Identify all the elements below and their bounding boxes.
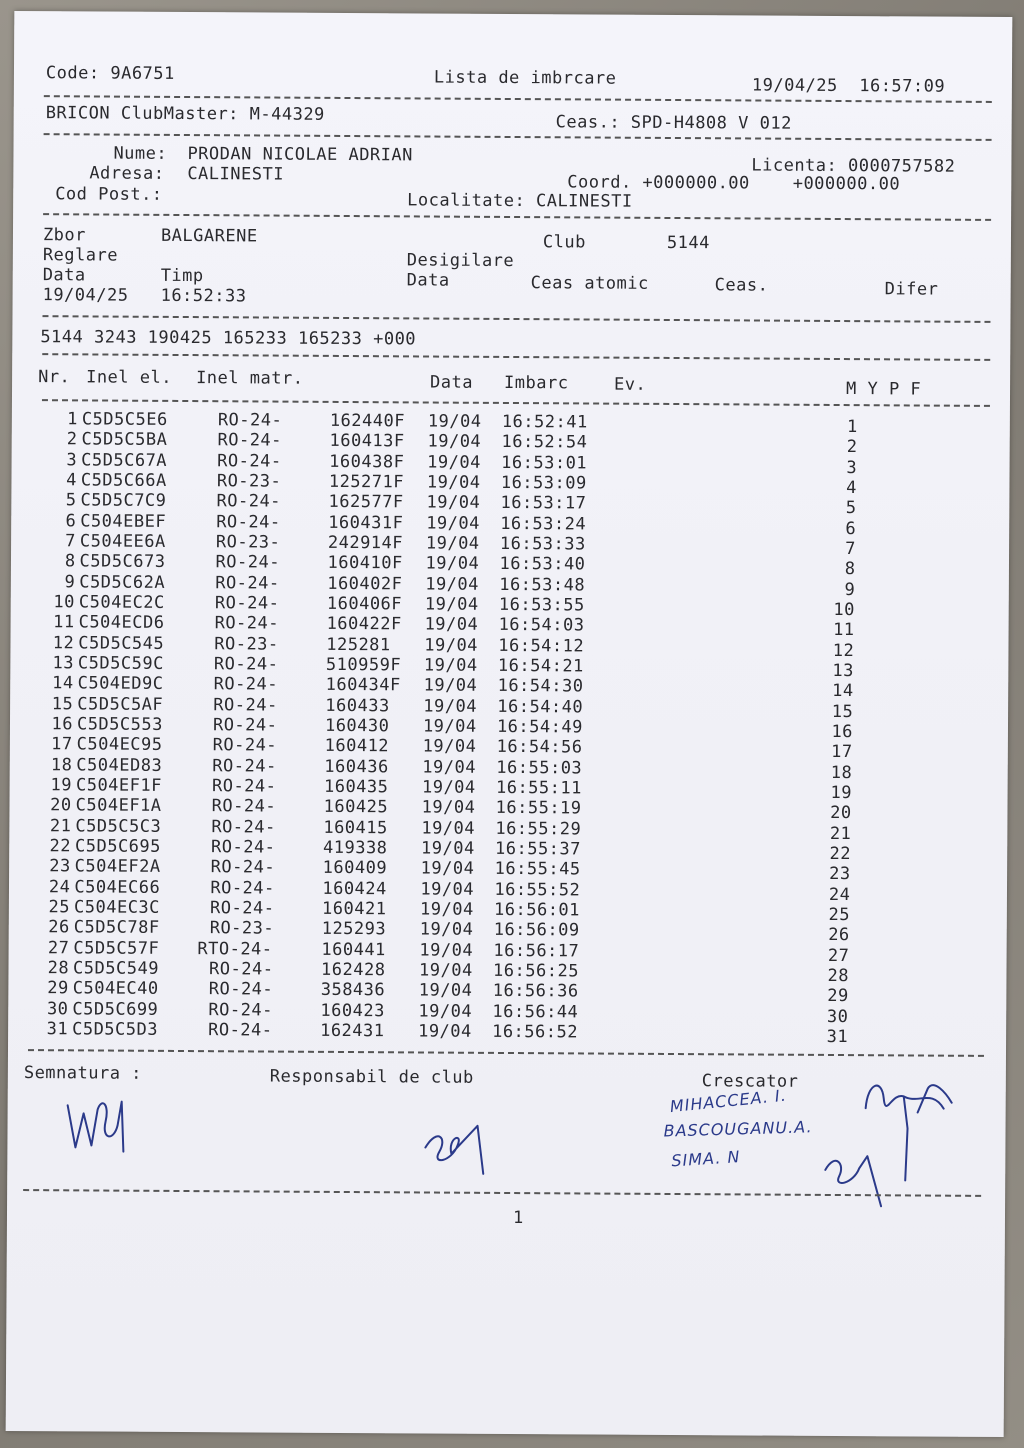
arrival-rank: 1 <box>847 417 858 438</box>
ring-prefix: RO-24- <box>216 491 282 512</box>
arrival-time: 16:53:40 <box>499 554 586 575</box>
ring-number: 160435 <box>323 776 389 798</box>
ring-prefix: RO-24- <box>208 999 273 1021</box>
arrival-time: 16:52:54 <box>501 432 588 453</box>
clock-label: Ceas. <box>714 275 769 296</box>
arrival-rank: 22 <box>829 843 852 865</box>
col-header-nr: Nr. <box>38 367 71 388</box>
address-label: Adresa: <box>89 163 165 184</box>
arrival-time: 16:54:21 <box>497 655 584 677</box>
electronic-ring: C5D5C673 <box>79 551 166 573</box>
ring-number: 160421 <box>321 898 387 920</box>
arrival-date: 19/04 <box>426 513 480 534</box>
electronic-ring: C504EBEF <box>80 511 167 532</box>
zbor-label: Zbor <box>42 225 86 246</box>
printed-sheet <box>6 11 1013 1437</box>
electronic-ring: C504EC95 <box>76 734 163 756</box>
ring-number: 162577F <box>328 492 404 513</box>
ring-prefix: RO-24- <box>213 654 279 675</box>
ring-prefix: RO-24- <box>214 593 280 614</box>
row-number: 20 <box>50 795 72 816</box>
ring-prefix: RTO-24- <box>197 938 273 960</box>
arrival-time: 16:56:17 <box>493 940 580 962</box>
arrival-time: 16:53:17 <box>500 493 587 514</box>
arrival-time: 16:53:24 <box>500 513 587 535</box>
summary-line: 5144 3243 190425 165233 165233 +000 <box>40 327 417 350</box>
electronic-ring: C5D5C5E6 <box>81 409 168 430</box>
arrival-rank: 20 <box>830 803 852 824</box>
arrival-time: 16:53:48 <box>499 574 586 596</box>
arrival-time: 16:55:37 <box>494 838 581 860</box>
ring-number: 160422F <box>326 614 402 635</box>
ring-number: 125293 <box>321 919 387 940</box>
locality: Localitate: CALINESTI <box>407 190 633 212</box>
arrival-rank: 24 <box>828 884 851 905</box>
ring-number: 160413F <box>329 431 405 452</box>
arrival-date: 19/04 <box>418 1001 473 1022</box>
arrival-time: 16:56:52 <box>492 1021 579 1043</box>
ring-prefix: RO-23- <box>209 918 275 939</box>
arrival-rank: 13 <box>832 660 855 682</box>
arrival-date: 19/04 <box>423 696 478 717</box>
arrival-time: 16:55:52 <box>494 879 581 901</box>
electronic-ring: C5D5C59C <box>77 653 164 674</box>
arrival-rank: 18 <box>830 762 853 783</box>
electronic-ring: C504ED83 <box>76 754 163 776</box>
row-number: 11 <box>53 612 75 633</box>
arrival-date: 19/04 <box>427 431 482 453</box>
arrival-rank: 12 <box>832 640 855 661</box>
clock-id: Ceas.: SPD-H4808 V 012 <box>555 112 792 134</box>
arrival-date: 19/04 <box>421 818 476 839</box>
ring-number: 160402F <box>327 573 403 594</box>
ring-number: 160425 <box>323 797 389 818</box>
row-number: 8 <box>64 551 76 572</box>
ring-number: 162440F <box>329 410 406 432</box>
electronic-ring: C504ED9C <box>77 673 164 695</box>
ring-prefix: RO-24- <box>217 450 282 472</box>
ring-prefix: RO-24- <box>215 552 281 573</box>
arrival-rank: 31 <box>826 1026 849 1047</box>
handwritten-name: SIMA. N <box>670 1147 741 1171</box>
arrival-time: 16:56:44 <box>492 1001 579 1022</box>
reglare-data-label: Data <box>42 265 86 286</box>
arrival-time: 16:53:55 <box>498 594 585 616</box>
row-number: 23 <box>49 856 71 877</box>
arrival-rank: 25 <box>828 904 851 925</box>
arrival-time: 16:55:11 <box>495 777 582 799</box>
electronic-ring: C5D5C553 <box>76 714 163 735</box>
handwritten-name: MIHACCEA. I. <box>669 1085 788 1117</box>
electronic-ring: C5D5C78F <box>73 917 160 939</box>
arrival-date: 19/04 <box>423 655 478 676</box>
row-number: 18 <box>50 754 73 775</box>
ring-number: 125281 <box>326 634 391 655</box>
postcode-label: Cod Post.: <box>55 184 163 205</box>
arrival-date: 19/04 <box>421 777 476 798</box>
ring-number: 160441 <box>321 939 386 960</box>
ring-number: 160412 <box>324 736 390 757</box>
arrival-rank: 28 <box>827 965 850 986</box>
ring-prefix: RO-24- <box>208 979 274 1000</box>
arrival-rank: 16 <box>831 721 854 743</box>
electronic-ring: C504EC2C <box>78 592 165 613</box>
row-number: 3 <box>66 449 78 471</box>
ring-number: 160434F <box>325 675 401 696</box>
ring-number: 162431 <box>320 1020 385 1042</box>
row-number: 26 <box>48 917 70 938</box>
arrival-date: 19/04 <box>420 858 475 880</box>
divider <box>42 399 990 407</box>
ring-prefix: RO-24- <box>210 837 276 858</box>
arrival-rank: 8 <box>844 559 856 580</box>
electronic-ring: C504EF1A <box>75 795 162 817</box>
ring-prefix: RO-24- <box>213 694 278 716</box>
arrival-time: 16:55:03 <box>496 757 583 779</box>
arrival-rank: 19 <box>830 782 853 804</box>
electronic-ring: C5D5C5AF <box>77 693 164 715</box>
ring-number: 160430 <box>324 715 390 737</box>
arrival-date: 19/04 <box>420 838 475 859</box>
arrival-date: 19/04 <box>419 919 474 941</box>
arrival-date: 19/04 <box>422 716 477 737</box>
electronic-ring: C504EC3C <box>73 897 161 918</box>
reglare-time: 16:52:33 <box>160 285 247 307</box>
arrival-time: 16:54:12 <box>498 635 585 657</box>
row-number: 29 <box>47 978 69 999</box>
arrival-date: 19/04 <box>419 940 474 961</box>
arrival-date: 19/04 <box>419 899 474 920</box>
desigilare-label: Desigilare <box>406 250 515 272</box>
ring-prefix: RO-24- <box>211 776 277 797</box>
arrival-time: 16:54:30 <box>497 676 584 697</box>
arrival-time: 16:56:25 <box>493 960 580 982</box>
ring-prefix: RO-24- <box>212 715 278 736</box>
club-responsible-label: Responsabil de club <box>269 1066 474 1088</box>
arrival-date: 19/04 <box>426 492 481 514</box>
ring-number: 160409 <box>322 858 388 879</box>
ring-number: 510959F <box>325 654 402 676</box>
ring-prefix: RO-24- <box>208 1020 273 1041</box>
address-value: CALINESTI <box>187 164 285 185</box>
ring-prefix: RO-23- <box>216 471 282 492</box>
handwritten-name: BASCOUGANU.A. <box>663 1117 813 1141</box>
row-number: 2 <box>66 429 78 450</box>
divider <box>28 1049 984 1057</box>
electronic-ring: C504EF2A <box>74 856 161 878</box>
arrival-date: 19/04 <box>427 452 481 473</box>
ring-number: 162428 <box>321 959 386 981</box>
row-number: 7 <box>65 531 76 552</box>
arrival-rank: 30 <box>826 1006 849 1027</box>
arrival-rank: 27 <box>827 945 850 966</box>
arrival-time: 16:53:09 <box>500 472 587 494</box>
arrival-rank: 21 <box>829 823 852 844</box>
arrival-date: 19/04 <box>422 757 477 778</box>
arrival-rank: 9 <box>844 579 856 600</box>
row-number: 6 <box>65 510 77 531</box>
arrival-time: 16:55:45 <box>494 859 581 880</box>
row-number: 21 <box>49 815 72 836</box>
arrival-time: 16:53:33 <box>499 533 586 555</box>
ring-number: 242914F <box>327 532 404 554</box>
arrival-rank: 14 <box>832 681 854 702</box>
row-number: 1 <box>67 409 78 430</box>
arrival-rank: 5 <box>845 498 857 519</box>
ring-number: 419338 <box>322 837 388 859</box>
ring-prefix: RO-24- <box>217 410 283 431</box>
ring-prefix: RO-24- <box>210 857 276 878</box>
ring-number: 160424 <box>322 878 387 899</box>
ring-prefix: RO-24- <box>216 511 281 533</box>
arrival-rank: 23 <box>829 864 851 885</box>
row-number: 22 <box>49 836 72 857</box>
divider <box>44 133 992 141</box>
ring-prefix: RO-23- <box>214 633 279 655</box>
ring-number: 160406F <box>326 593 403 615</box>
ring-number: 160433 <box>325 695 390 716</box>
divider <box>43 213 991 221</box>
arrival-rank: 26 <box>828 925 850 946</box>
coordinates: Coord. +000000.00 +000000.00 <box>567 172 901 195</box>
arrival-time: 16:56:36 <box>492 981 579 1002</box>
col-header-ev: Ev. <box>614 374 647 395</box>
ring-number: 160438F <box>329 451 405 473</box>
page-number: 1 <box>512 1208 524 1229</box>
signature-mark <box>817 1146 887 1216</box>
ring-prefix: RO-24- <box>214 613 280 634</box>
arrival-date: 19/04 <box>420 879 475 900</box>
electronic-ring: C5D5C545 <box>78 632 165 654</box>
electronic-ring: C5D5C66A <box>80 470 167 491</box>
electronic-ring: C5D5C695 <box>74 836 161 857</box>
ring-number: 160436 <box>324 756 389 777</box>
name-label: Nume: <box>113 143 168 164</box>
arrival-date: 19/04 <box>424 614 479 636</box>
row-number: 5 <box>65 490 77 511</box>
ring-prefix: RO-24- <box>210 877 275 899</box>
arrival-date: 19/04 <box>425 533 480 554</box>
col-header-inel-matr: Inel matr. <box>196 368 304 389</box>
arrival-time: 16:56:09 <box>493 920 580 941</box>
electronic-ring: C5D5C7C9 <box>80 490 167 512</box>
divider <box>44 95 992 103</box>
document-title: Lista de imbrcare <box>433 67 617 89</box>
col-header-data: Data <box>430 372 474 393</box>
arrival-rank: 10 <box>833 599 855 621</box>
club-label: Club <box>542 232 586 253</box>
arrival-date: 19/04 <box>424 635 479 656</box>
zbor-value: BALGARENE <box>160 225 258 247</box>
ring-number: 125271F <box>328 471 405 493</box>
arrival-date: 19/04 <box>418 980 473 1002</box>
arrival-time: 16:55:29 <box>495 818 582 840</box>
desigilare-data-label: Data <box>406 270 450 291</box>
row-number: 19 <box>50 775 73 796</box>
arrival-rank: 2 <box>846 437 858 458</box>
difference-label: Difer <box>884 279 939 300</box>
row-number: 14 <box>52 673 74 694</box>
divider <box>42 353 990 361</box>
electronic-ring: C5D5C62A <box>79 571 166 593</box>
ring-number: 160410F <box>327 553 403 574</box>
arrival-rank: 3 <box>846 457 858 478</box>
ring-number: 160431F <box>328 512 404 533</box>
arrival-time: 16:54:40 <box>497 696 584 718</box>
electronic-ring: C5D5C699 <box>72 998 159 1020</box>
arrival-rank: 29 <box>827 986 849 1007</box>
ring-number: 160423 <box>320 1000 385 1021</box>
ring-number: 160415 <box>323 817 388 838</box>
row-number: 9 <box>64 571 76 592</box>
document-code: Code: 9A6751 <box>45 63 175 84</box>
club-value: 5144 <box>666 232 710 254</box>
col-header-imbarc: Imbarc <box>504 372 569 394</box>
arrival-date: 19/04 <box>426 472 481 493</box>
license-number: Licenta: 0000757582 <box>751 155 956 177</box>
electronic-ring: C504EC66 <box>74 876 161 898</box>
signature-mark <box>417 1117 497 1187</box>
ring-prefix: RO-23- <box>215 532 281 553</box>
ring-prefix: RO-24- <box>212 735 278 756</box>
row-number: 25 <box>48 897 71 918</box>
electronic-ring: C504ECD6 <box>78 612 165 634</box>
col-header-mypf: M Y P F <box>845 379 922 400</box>
signature-label: Semnatura : <box>23 1063 143 1084</box>
electronic-ring: C5D5C5BA <box>81 429 168 451</box>
electronic-ring: C504EE6A <box>79 531 166 552</box>
arrival-time: 16:52:41 <box>501 411 588 433</box>
row-number: 12 <box>52 632 75 653</box>
row-number: 17 <box>51 734 73 755</box>
ring-prefix: RO-24- <box>209 898 275 919</box>
ring-prefix: RO-24- <box>211 796 277 817</box>
arrival-rank: 11 <box>833 620 855 641</box>
arrival-time: 16:56:01 <box>493 899 581 921</box>
ring-prefix: RO-24- <box>211 816 276 838</box>
reglare-time-label: Timp <box>160 265 204 287</box>
ring-number: 358436 <box>320 980 386 1001</box>
document-datetime: 19/04/25 16:57:09 <box>751 75 946 97</box>
row-number: 10 <box>53 592 75 613</box>
arrival-time: 16:54:56 <box>496 737 583 758</box>
electronic-ring: C5D5C549 <box>73 958 160 979</box>
arrival-time: 16:55:19 <box>495 798 582 819</box>
arrival-date: 19/04 <box>418 1021 472 1042</box>
row-number: 4 <box>66 470 77 491</box>
row-number: 31 <box>46 1019 69 1040</box>
row-number: 13 <box>52 653 75 674</box>
electronic-ring: C5D5C5C3 <box>75 815 162 837</box>
signature-mark <box>61 1095 131 1165</box>
clubmaster-id: BRICON ClubMaster: M-44329 <box>45 103 325 125</box>
arrival-time: 16:54:03 <box>498 615 585 636</box>
electronic-ring: C5D5C57F <box>73 937 160 959</box>
electronic-ring: C504EC40 <box>72 978 159 1000</box>
divider <box>42 315 990 323</box>
ring-prefix: RO-24- <box>215 572 280 594</box>
arrival-date: 19/04 <box>424 594 479 615</box>
row-number: 24 <box>48 876 71 897</box>
arrival-date: 19/04 <box>423 675 478 697</box>
arrival-date: 19/04 <box>419 960 473 981</box>
arrival-rank: 7 <box>845 539 856 560</box>
electronic-ring: C504EF1F <box>75 775 162 796</box>
row-number: 30 <box>46 998 69 1019</box>
ring-prefix: RO-24- <box>213 674 279 695</box>
name-value: PRODAN NICOLAE ADRIAN <box>187 144 413 166</box>
arrival-rank: 17 <box>831 742 853 763</box>
breeder-label: Crescator <box>701 1071 799 1092</box>
arrival-date: 19/04 <box>422 736 477 758</box>
reglare-date: 19/04/25 <box>42 285 129 306</box>
arrival-date: 19/04 <box>425 553 480 575</box>
col-header-inel-el: Inel el. <box>86 367 173 388</box>
row-number: 16 <box>51 714 74 735</box>
arrival-rank: 4 <box>846 478 857 499</box>
ring-prefix: RO-24- <box>209 959 274 980</box>
row-number: 28 <box>47 958 70 979</box>
arrival-time: 16:54:49 <box>496 716 583 738</box>
reglare-label: Reglare <box>42 245 119 266</box>
arrival-date: 19/04 <box>427 411 482 432</box>
ring-prefix: RO-24- <box>217 430 283 451</box>
arrival-date: 19/04 <box>421 797 476 819</box>
electronic-ring: C5D5C5D3 <box>72 1019 159 1040</box>
electronic-ring: C5D5C67A <box>81 450 168 471</box>
arrival-time: 16:53:01 <box>501 452 588 474</box>
atomic-clock-label: Ceas atomic <box>530 273 649 294</box>
ring-prefix: RO-24- <box>212 755 277 777</box>
arrival-date: 19/04 <box>425 574 479 595</box>
row-number: 15 <box>51 693 74 714</box>
arrival-rank: 6 <box>845 518 857 539</box>
arrival-rank: 15 <box>831 701 854 722</box>
row-number: 27 <box>47 937 70 958</box>
